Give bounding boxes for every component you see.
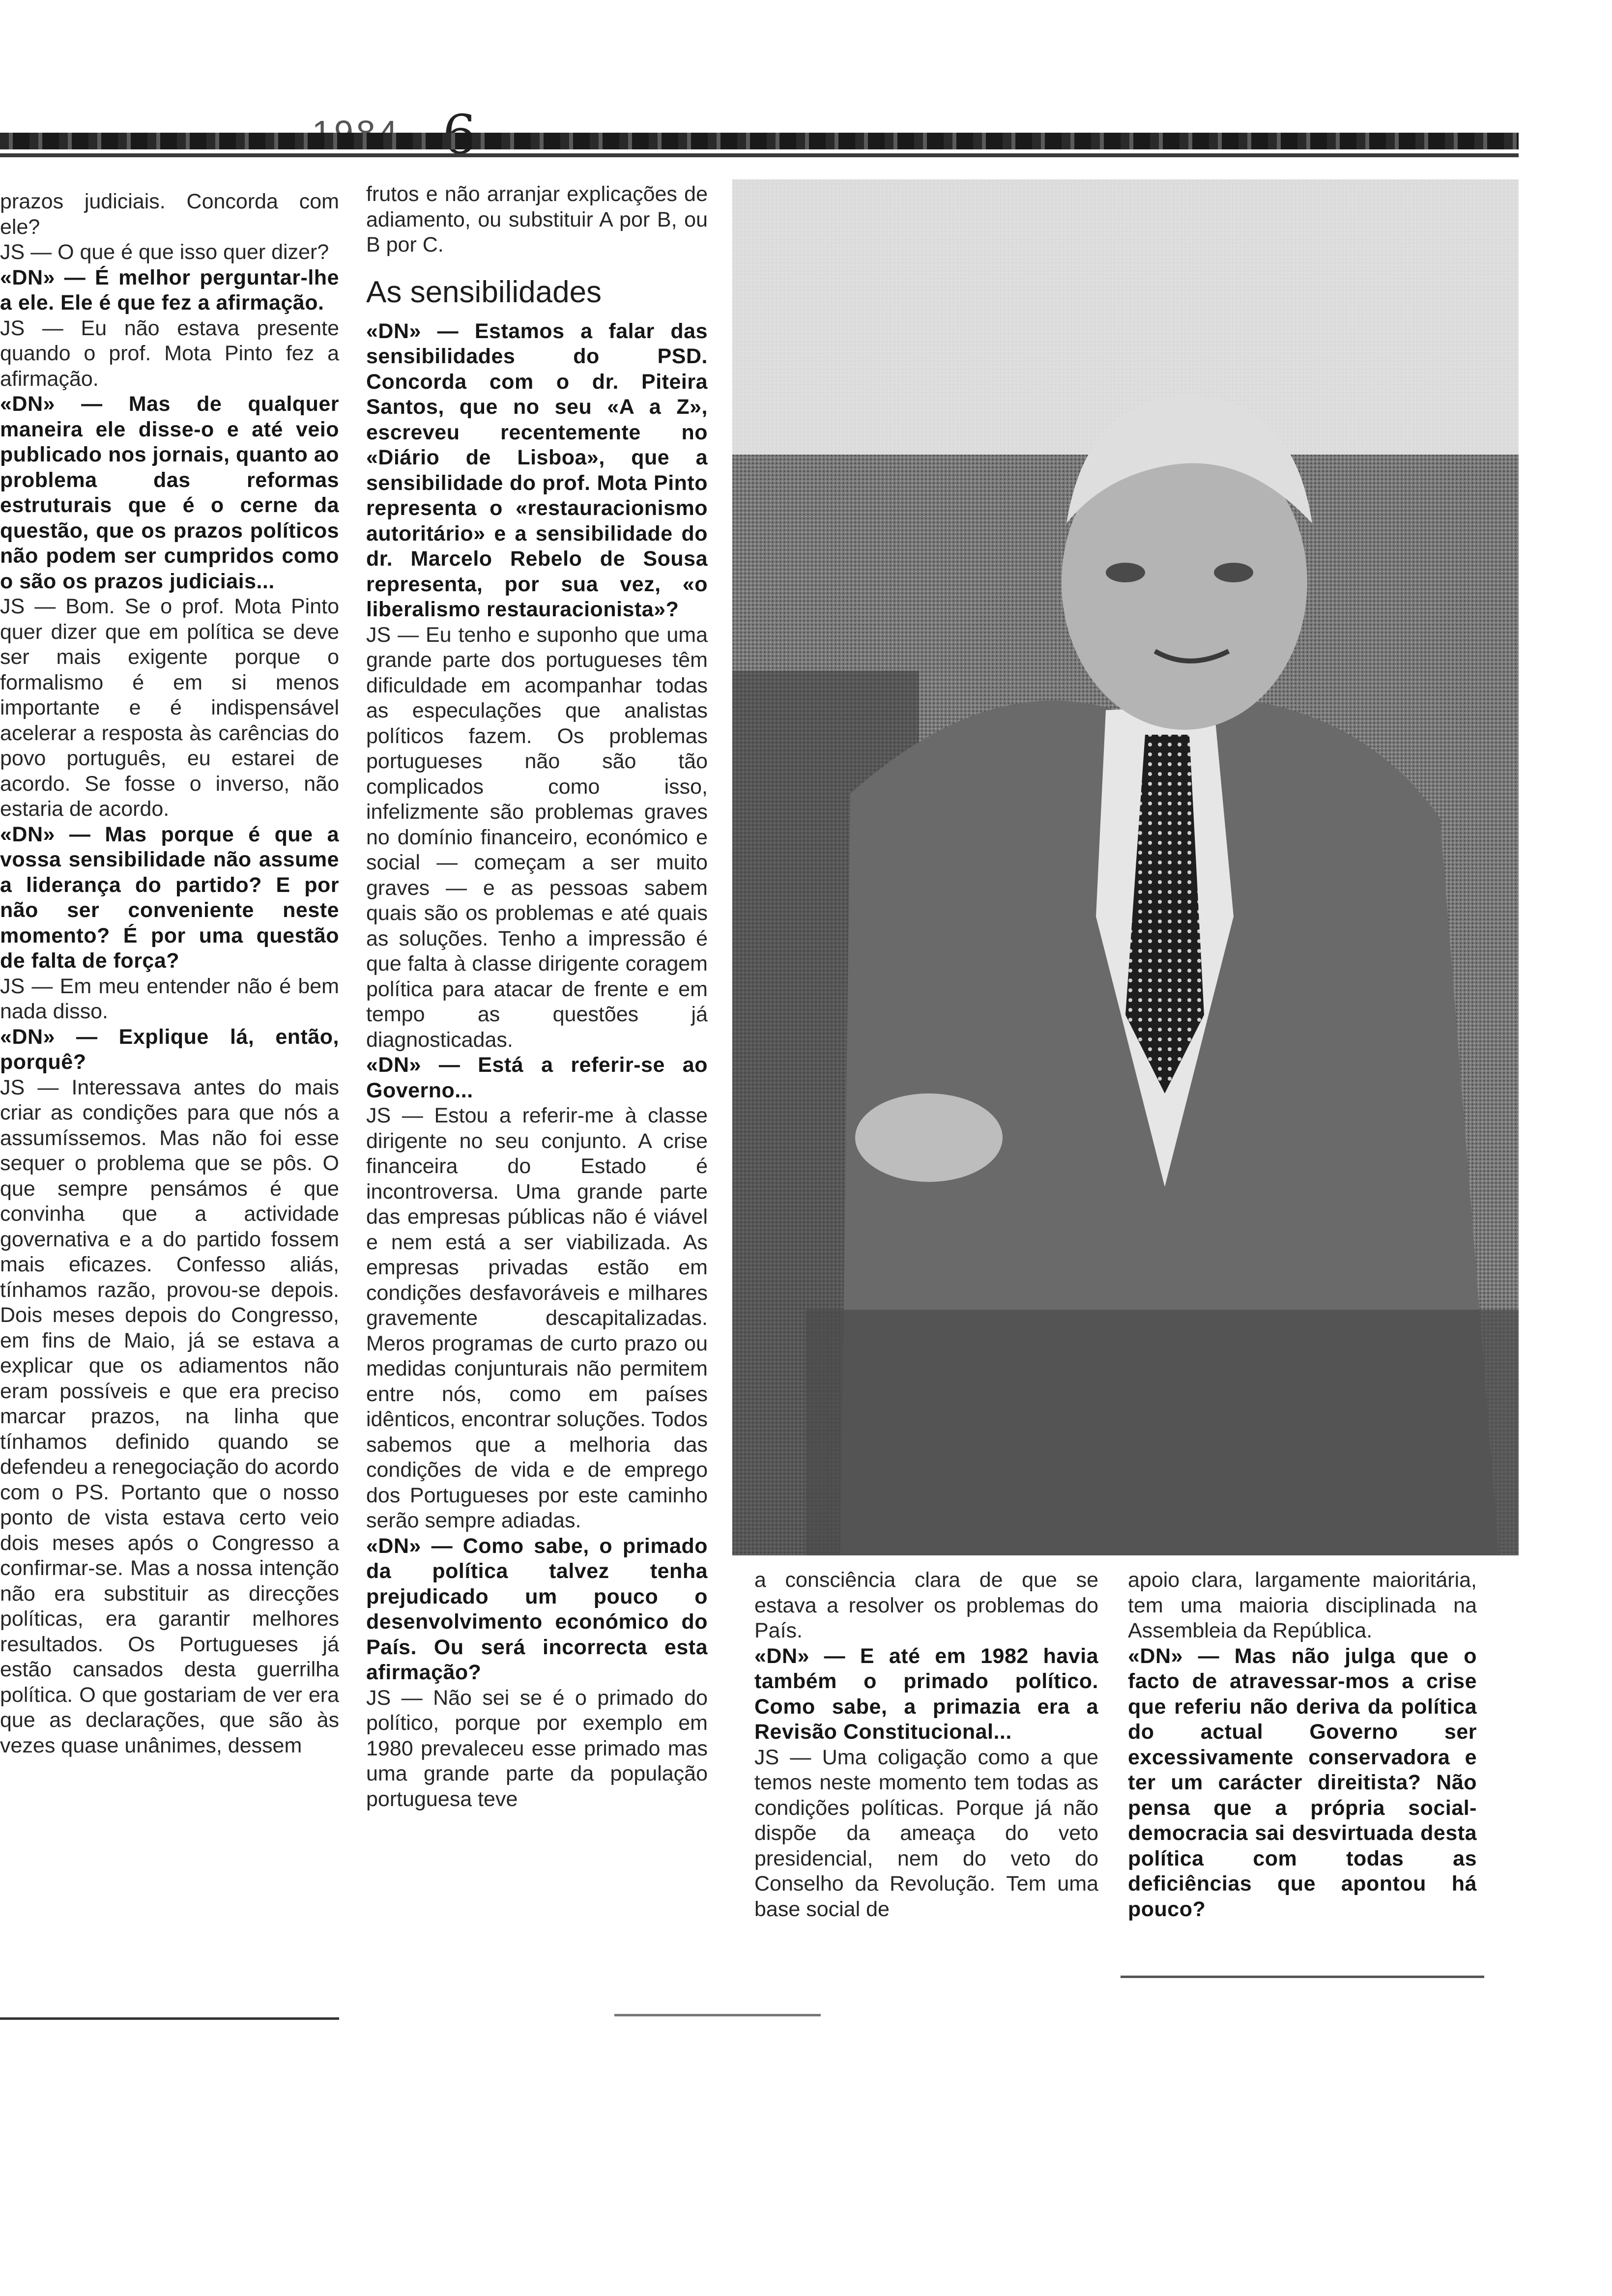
header-rule xyxy=(0,133,1519,149)
interview-question: «DN» — Mas não julga que o facto de atravessar-mos a crise que referiu não deriva da política do actual Governo ser excessivamente conservadora e ter um carácter direitista? Não pensa que a própria social-democracia sai desvirtuada desta política com todas as deficiências que apontou há pouco? xyxy=(1128,1644,1477,1921)
interview-question: «DN» — É melhor perguntar-lhe a ele. Ele é que fez a afirmação. xyxy=(0,265,339,315)
footer-rule-left xyxy=(0,2017,339,2020)
interview-answer: JS — Interessava antes do mais criar as condições para que nós a assumíssemos. Mas não foi esse sequer o problema que se pôs. O que sempre pensámos é que convinha que a actividade governativa e a do partido fossem mais eficazes. Confesso aliás, tínhamos razão, provou-se depois. Dois meses depois do Congresso, em fins de Maio, já se estava a explicar que os adiamentos não eram possíveis e que era preciso marcar prazos, na linha que tínhamos definido quando se defendeu a renegociação do acordo com o PS. Portanto que o nosso ponto de vista estava certo veio dois meses após o Congresso a confirmar-se. Mas a nossa intenção não era substituir as direcções políticas, era garantir melhores resultados. Os Portugueses já estão cansados desta guerrilha política. O que gostariam de ver era que as declarações, que são às vezes quase unânimes, dessem xyxy=(0,1075,339,1757)
interview-question: «DN» — Está a referir-se ao Governo... xyxy=(366,1053,708,1102)
interview-question: «DN» — Estamos a falar das sensibilidades do PSD. Concorda com o dr. Piteira Santos, que no seu «A a Z», escreveu recentemente no «Diário de Lisboa», que a sensibilidade do prof. Mota Pinto representa o «restauracionismo autoritário» e a sensibilidade do dr. Marcelo Rebelo de Sousa representa, por sua vez, «o liberalismo restauracionista»? xyxy=(366,319,708,621)
interview-answer: JS — Eu tenho e suponho que uma grande parte dos portugueses têm dificuldade em acompanhar todas as especulações que analistas políticos fazem. Os problemas portugueses não são tão complicados como isso, infelizmente são problemas graves no domínio financeiro, económico e social — começam a ser muito graves — e as pessoas sabem quais são os problemas e até quais as soluções. Tenho a impressão é que falta à classe dirigente coragem política para atacar de frente e em tempo as questões já diagnosticadas. xyxy=(366,623,708,1052)
interview-answer: JS — Eu não estava presente quando o prof. Mota Pinto fez a afirmação. xyxy=(0,316,339,391)
interview-answer: JS — Não sei se é o primado do político, porque por exemplo em 1980 prevaleceu esse primado mas uma grande parte da população portuguesa teve xyxy=(366,1686,708,1811)
column-3 xyxy=(754,1568,1098,1922)
footer-rule-right xyxy=(1121,1976,1484,1978)
interview-answer: JS — Em meu entender não é bem nada disso. xyxy=(0,974,339,1023)
column-4 xyxy=(1128,1568,1477,1922)
interview-photo xyxy=(732,179,1519,1555)
interview-question: «DN» — E até em 1982 havia também o primado político. Como sabe, a primazia era a Revisão Constitucional... xyxy=(754,1644,1098,1744)
header-rule-thin xyxy=(0,153,1519,157)
interview-question: «DN» — Mas porque é que a vossa sensibilidade não assume a liderança do partido? E por não ser conveniente neste momento? É por uma questão de falta de força? xyxy=(0,822,339,973)
interview-question: «DN» — Mas de qualquer maneira ele disse-o e até veio publicado nos jornais, quanto ao problema das reformas estruturais que é o cerne da questão, que os prazos políticos não podem ser cumpridos como o são os prazos judiciais... xyxy=(0,392,339,593)
photo-illustration xyxy=(732,179,1519,1555)
section-subhead: As sensibilidades xyxy=(366,275,602,309)
interview-answer: a consciência clara de que se estava a resolver os problemas do País. xyxy=(754,1568,1098,1642)
interview-question: «DN» — Como sabe, o primado da política talvez tenha prejudicado um pouco o desenvolvimento económico do País. Ou será incorrecta esta afirmação? xyxy=(366,1534,708,1684)
column-2 xyxy=(366,182,708,1812)
column-1 xyxy=(0,189,339,1758)
interview-answer: JS — Uma coligação como a que temos neste momento tem todas as condições políticas. Porque já não dispõe da ameaça do veto presidencial, nem do veto do Conselho da Revolução. Tem uma base social de xyxy=(754,1745,1098,1921)
interview-answer: frutos e não arranjar explicações de adiamento, ou substituir A por B, ou B por C. xyxy=(366,182,708,257)
interview-answer: JS — Bom. Se o prof. Mota Pinto quer dizer que em política se deve ser mais exigente porque o formalismo é em si menos importante e é indispensável acelerar a resposta às carências do povo português, eu estarei de acordo. Se fosse o inverso, não estaria de acordo. xyxy=(0,595,339,821)
interview-answer: prazos judiciais. Concorda com ele? xyxy=(0,190,339,239)
interview-answer: JS — O que é que isso quer dizer? xyxy=(0,240,329,264)
interview-answer: apoio clara, largamente maioritária, tem uma maioria disciplinada na Assembleia da República. xyxy=(1128,1568,1477,1642)
interview-answer: JS — Estou a referir-me à classe dirigente no seu conjunto. A crise financeira do Estado é incontroversa. Uma grande parte das empresas públicas não é viável e nem está a ser viabilizada. As empresas privadas estão em condições desfavoráveis e milhares gravemente descapitalizadas. Meros programas de curto prazo ou medidas conjunturais não permitem entre nós, como em países idênticos, encontrar soluções. Todos sabemos que a melhoria das condições de vida e de emprego dos Portugueses por este caminho serão sempre adiadas. xyxy=(366,1104,708,1532)
footer-rule-mid xyxy=(614,2014,821,2016)
interview-question: «DN» — Explique lá, então, porquê? xyxy=(0,1025,339,1074)
